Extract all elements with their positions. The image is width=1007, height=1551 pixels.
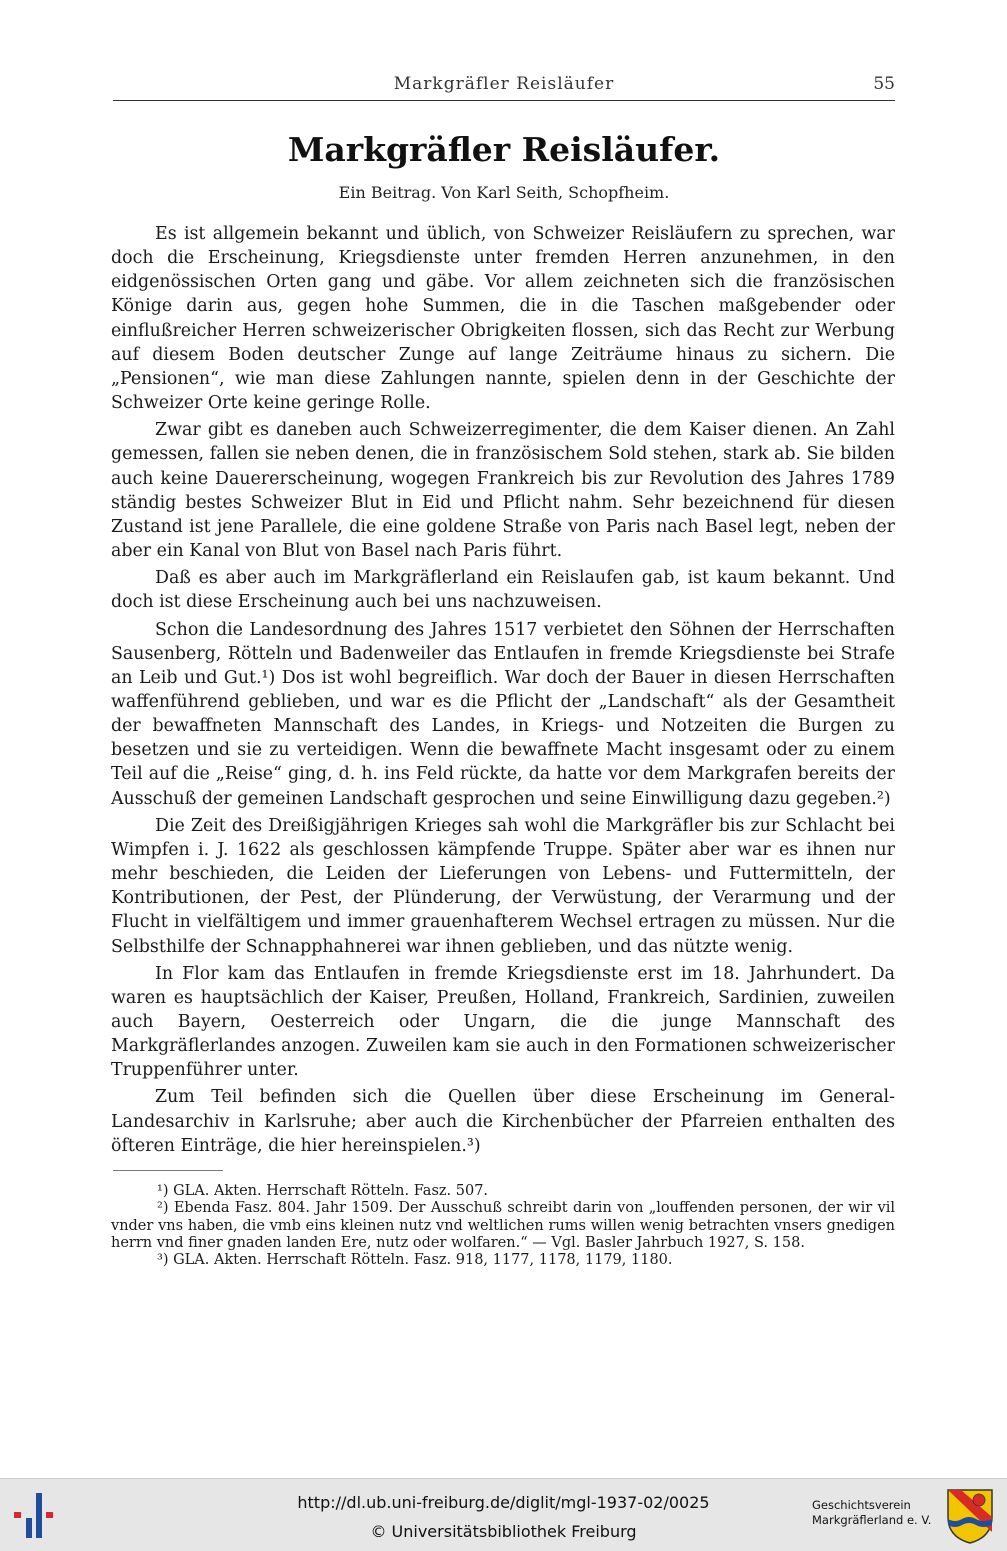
paragraph: Die Zeit des Dreißigjährigen Krieges sah wohl die Markgräfler bis zur Schlacht bei Wimpfen i. J. 1622 als geschlossen kämpfende Truppe. Später aber war es ihnen nur mehr beschieden, die Leiden der Lieferungen von Lebens- und Futtermitteln, der Kontributionen, der Pest, der Plünderung, der Verwüstung, der Verarmung und der Flucht in vielfältigem und immer grauenhafterem Wechsel ertragen zu müssen. Nur die Selbsthilfe der Schnapphahnerei war ihnen geblieben, und das nützte wenig.	[111, 815, 895, 957]
paragraph: Schon die Landesordnung des Jahres 1517 verbietet den Söhnen der Herrschaften Sausenberg, Rötteln und Badenweiler das Entlaufen in fremde Kriegsdienste bei Strafe an Leib und Gut.¹) Dos ist wohl begreiflich. War doch der Bauer in diesen Herrschaften waffenführend geblieben, und war es die Pflicht der „Landschaft“ als der Gesamtheit der bewaffneten Mannschaft des Landes, in Kriegs- und Notzeiten die Burgen zu besetzen und sie zu verteidigen. Wenn die bewaffnete Macht insgesamt oder zu einem Teil auf die „Reise“ ging, d. h. ins Feld rückte, da hatte vor dem Markgrafen bereits der Ausschuß der gemeinen Landschaft gesprochen und seine Einwilligung dazu gegeben.²)	[111, 619, 895, 809]
coat-of-arms-icon[interactable]	[945, 1487, 995, 1545]
paragraph: In Flor kam das Entlaufen in fremde Kriegsdienste erst im 18. Jahrhundert. Da waren es hauptsächlich der Kaiser, Preußen, Holland, Frankreich, Sardinien, zuweilen auch Bayern, Oesterreich oder Ungarn, die die junge Mannschaft des Markgräflerlandes anzogen. Zuweilen kam sie auch in den Formationen schweizerischer Truppenführer unter.	[111, 963, 895, 1081]
paragraph: Zwar gibt es daneben auch Schweizerregimenter, die dem Kaiser dienen. An Zahl gemessen, fallen sie neben denen, die in französischem Sold stehen, stark ab. Sie bilden auch keine Dauererscheinung, wogegen Frankreich bis zur Revolution des Jahres 1789 ständig bestes Schweizer Blut in Eid und Pflicht nahm. Sehr bezeichnend für diesen Zustand ist jene Parallele, die eine goldene Straße von Paris nach Basel legt, neben der aber ein Kanal von Blut von Basel nach Paris führt.	[111, 420, 895, 562]
footnotes	[111, 1183, 895, 1269]
paragraph: Es ist allgemein bekannt und üblich, von Schweizer Reisläufern zu sprechen, war doch die Erscheinung, Kriegsdienste unter fremden Herren anzunehmen, in den eidgenössischen Orten gang und gäbe. Vor allem zeichneten sich die französischen Könige darin aus, gegen hohe Summen, die in die Taschen maßgebender oder einflußreicher Herren schweizerischer Obrigkeiten flossen, sich das Recht zur Werbung auf diesem Boden deutscher Zunge auf lange Zeiträume hinaus zu sichern. Die „Pensionen“, wie man diese Zahlungen nannte, spielen denn in der Geschichte der Schweizer Orte keine geringe Rolle.	[111, 224, 895, 414]
footnote: ²) Ebenda Fasz. 804. Jahr 1509. Der Ausschuß schreibt darin von „louffenden personen, der wir vil vnder vns haben, die vmb eins kleinen nutz vnd weltlichen rums willen wenig betrachten vnsers gnedigen herrn vnd finer gnaden landen Ere, nutz oder wolfaren.“ — Vgl. Basler Jahrbuch 1927, S. 158.	[111, 1200, 895, 1251]
paragraph: Daß es aber auch im Markgräflerland ein Reislaufen gab, ist kaum bekannt. Und doch ist diese Erscheinung auch bei uns nachzuweisen.	[111, 568, 895, 613]
running-head	[113, 72, 895, 101]
article-subtitle: Ein Beitrag. Von Karl Seith, Schopfheim.	[338, 183, 670, 202]
footnote: ³) GLA. Akten. Herrschaft Rötteln. Fasz. 918, 1177, 1178, 1179, 1180.	[157, 1252, 673, 1269]
copyright-notice: © Universitätsbibliothek Freiburg	[370, 1522, 637, 1541]
footnote-divider	[113, 1170, 223, 1171]
viewer-footer	[0, 1478, 1007, 1551]
article-body	[111, 222, 895, 1161]
page-number: 55	[873, 74, 895, 94]
running-head-title: Markgräfler Reisläufer	[393, 74, 615, 94]
society-name-line2: Markgräflerland e. V.	[812, 1513, 932, 1527]
paragraph: Zum Teil befinden sich die Quellen über diese Erscheinung im General-Landesarchiv in Karlsruhe; aber auch die Kirchenbücher der Pfarreien enthalten des öfteren Einträge, die hier hereinspielen.³)	[111, 1087, 895, 1156]
article-title: Markgräfler Reisläufer.	[287, 130, 721, 169]
society-name-line1: Geschichtsverein	[812, 1498, 911, 1512]
permalink-url[interactable]: http://dl.ub.uni-freiburg.de/diglit/mgl-1937-02/0025	[297, 1493, 710, 1512]
footnote: ¹) GLA. Akten. Herrschaft Rötteln. Fasz. 507.	[157, 1183, 489, 1199]
society-name	[812, 1498, 942, 1528]
